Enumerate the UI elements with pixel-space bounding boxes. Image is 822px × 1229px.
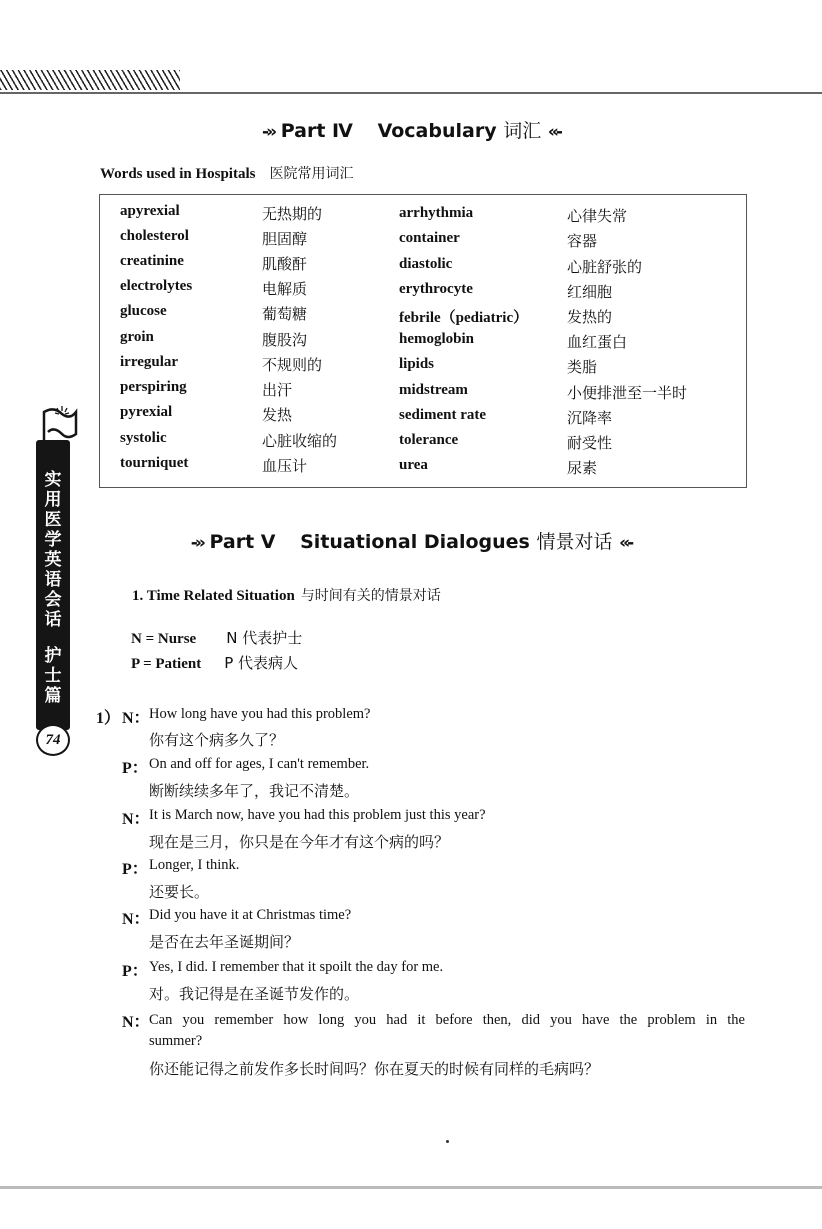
vocab-term: diastolic [399,256,453,272]
vocab-term: tourniquet [120,455,189,471]
dialogue-english: How long have you had this problem? [149,706,371,722]
dialogue-english: On and off for ages, I can't remember. [149,756,370,772]
flag-sparkle-icon [40,404,80,444]
vocab-translation: 耐受性 [567,434,613,452]
dialogue-chinese: 是否在去年圣诞期间？ [149,933,300,951]
speaker-label: P： [122,760,148,777]
vocab-term: container [399,230,460,246]
speaker-label: N： [122,811,150,828]
vocab-translation: 发热的 [567,308,613,326]
dialogue-chinese: 现在是三月，你只是在今年才有这个病的吗？ [149,833,450,851]
vocab-translation: 类脂 [567,358,598,376]
dialogue-chinese: 对。我记得是在圣诞节发作的。 [149,985,360,1003]
vocab-term: irregular [120,354,179,370]
dialogue-chinese: 你有这个病多久了？ [149,731,285,749]
arrow-right-icon: -›› [190,533,203,553]
vocab-term: erythrocyte [399,281,473,297]
part5-title-zh: 情景对话 [536,531,613,553]
vocab-term: electrolytes [120,278,193,294]
vocab-term: febrile（pediatric） [399,310,529,326]
vocab-translation: 不规则的 [262,356,323,374]
dialogue-english: Yes, I did. I remember that it spoilt the day for me. [149,959,444,975]
dialogue-chinese: 断断续续多年了，我记不清楚。 [149,782,360,800]
legend-nurse [131,627,302,648]
part5-title: Situational Dialogues [300,531,530,553]
section-heading-zh: 与时间有关的情景对话 [300,588,441,604]
dialogue-number: 1） [96,710,121,727]
vocab-term: hemoglobin [399,331,475,347]
footer-rule [0,1186,822,1189]
speaker-label: N： [122,710,150,727]
part4-label: Part Ⅳ [280,120,353,142]
speaker-label: P： [122,963,148,980]
dialogue-chinese: 你还能记得之前发作多长时间吗？你在夏天的时候有同样的毛病吗？ [149,1060,600,1078]
vocab-term: groin [120,329,154,345]
vocab-term: tolerance [399,432,459,448]
legend-value: P 代表病人 [224,654,299,672]
dialogue-english: Can you remember how long you had it before then, did you have the problem in the [149,1012,745,1028]
legend-value: N 代表护士 [226,629,303,647]
arrow-left-icon: ‹‹- [619,533,632,553]
part4-heading [0,116,822,143]
vocab-translation: 发热 [262,406,293,424]
speaker-label: P： [122,861,148,878]
part5-heading [0,527,822,554]
words-heading [100,163,353,183]
legend-key: P = Patient [131,656,202,672]
side-tab-subtitle: 护 士 篇 [44,646,62,706]
part4-title-zh: 词汇 [503,120,542,142]
dialogue-english: It is March now, have you had this problem just this year? [149,807,486,823]
words-heading-zh: 医院常用词汇 [269,166,354,182]
scan-speck [446,1140,449,1143]
vocab-translation: 心脏收缩的 [262,432,338,450]
speaker-label: N： [122,911,150,928]
vocab-term: apyrexial [120,203,180,219]
vocab-term: systolic [120,430,167,446]
vocab-term: glucose [120,303,167,319]
vocab-translation: 沉降率 [567,409,613,427]
vocab-term: cholesterol [120,228,189,244]
side-tab [36,440,70,730]
vocab-term: urea [399,457,428,473]
vocab-translation: 心律失常 [567,207,628,225]
arrow-left-icon: ‹‹- [547,122,560,142]
vocab-translation: 出汗 [262,381,293,399]
legend-key: N = Nurse [131,631,197,647]
side-tab-title: 实 用 医 学 英 语 会 话 [44,470,62,630]
vocab-term: perspiring [120,379,187,395]
vocab-translation: 胆固醇 [262,230,308,248]
vocab-translation: 红细胞 [567,283,613,301]
vocab-term: creatinine [120,253,184,269]
vocab-term: sediment rate [399,407,487,423]
vocab-translation: 心脏舒张的 [567,258,643,276]
vocab-translation: 尿素 [567,459,598,477]
vocab-translation: 腹股沟 [262,331,308,349]
vocab-translation: 肌酸酐 [262,255,308,273]
vocab-translation: 葡萄糖 [262,305,308,323]
dialogue-english-continued: summer? [149,1033,203,1049]
header-rule [0,92,822,94]
vocab-translation: 血压计 [262,457,308,475]
vocab-term: arrhythmia [399,205,474,221]
legend-patient [131,652,298,673]
arrow-right-icon: -›› [262,122,275,142]
vocab-translation: 容器 [567,232,598,250]
section-heading-en: 1. Time Related Situation [132,588,295,604]
dialogue-english: Longer, I think. [149,857,240,873]
section-heading [132,585,441,605]
part4-title: Vocabulary [377,120,497,142]
header-hatch-decoration [0,70,180,90]
part5-label: Part Ⅴ [209,531,276,553]
vocab-translation: 血红蛋白 [567,333,628,351]
vocab-term: pyrexial [120,404,173,420]
vocabulary-table [99,194,747,488]
dialogue-english: Did you have it at Christmas time? [149,907,352,923]
vocab-translation: 电解质 [262,280,308,298]
vocab-term: midstream [399,382,468,398]
page-number: 74 [36,724,70,756]
words-heading-en: Words used in Hospitals [100,166,256,182]
vocab-translation: 无热期的 [262,205,323,223]
speaker-label: N： [122,1014,150,1031]
vocab-term: lipids [399,356,435,372]
dialogue-chinese: 还要长。 [149,883,210,901]
vocab-translation: 小便排泄至一半时 [567,384,688,402]
